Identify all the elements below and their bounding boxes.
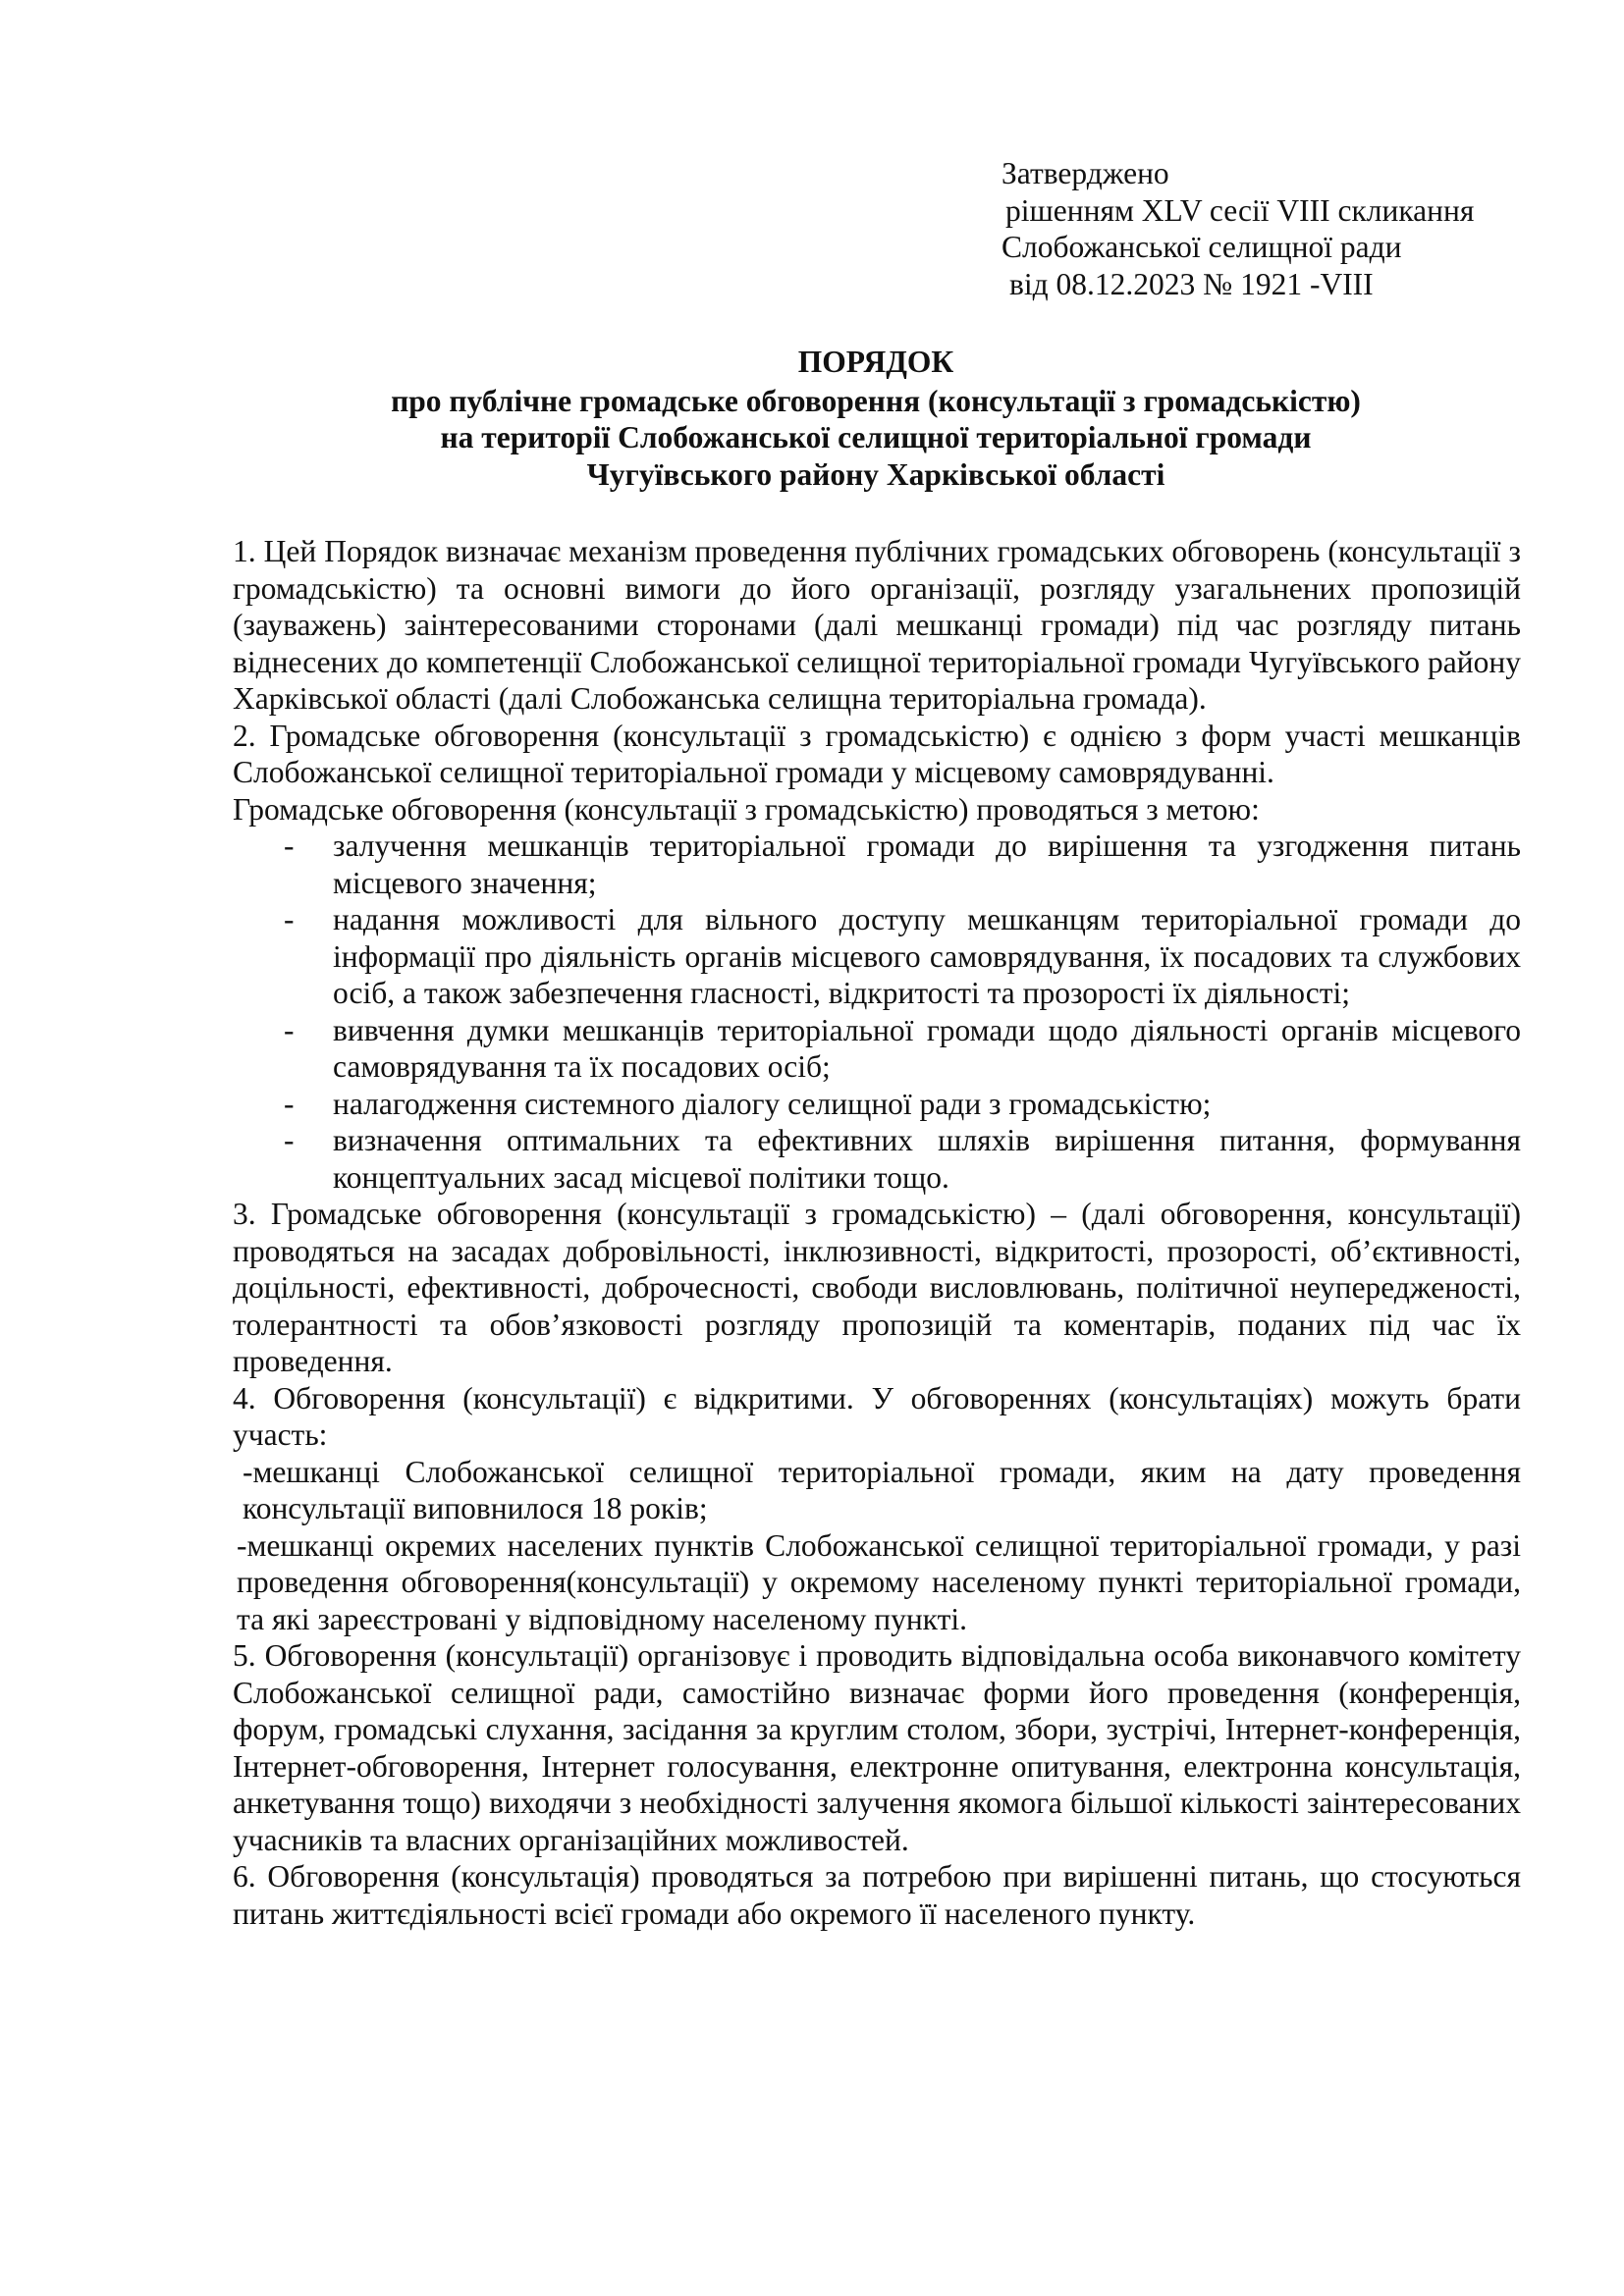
list-item-text: залучення мешканців територіальної громади до вирішення та узгодження питань місцевого значення; bbox=[333, 828, 1521, 900]
paragraph-1: 1. Цей Порядок визначає механізм проведення публічних громадських обговорень (консультації з громадськістю) та основні вимоги до його організації, розгляду узагальнених пропозицій (зауважень) заінтересованими сторонами (далі мешканці громади) під час розгляду питань віднесених до компетенції Слобожанської селищної територіальної громади Чугуївського району Харківської області (далі Слобожанська селищна територіальна громада). bbox=[233, 534, 1521, 716]
paragraph-4-participants-adults: -мешканці Слобожанської селищної територіальної громади, яким на дату проведення консультації виповнилося 18 років; bbox=[243, 1454, 1521, 1525]
list-item-text: налагодження системного діалогу селищної ради з громадськістю; bbox=[333, 1086, 1212, 1121]
paragraph-2: 2. Громадське обговорення (консультації з громадськістю) є однією з форм участі мешканців Слобожанської селищної територіальної громади у місцевому самоврядуванні. bbox=[233, 718, 1521, 789]
approval-line-decision: рішенням XLV сесії VIII скликання bbox=[1005, 192, 1475, 228]
list-item bbox=[233, 1012, 1521, 1086]
list-item bbox=[233, 1086, 1521, 1123]
paragraph-5: 5. Обговорення (консультації) організовує і проводить відповідальна особа виконавчого комітету Слобожанської селищної ради, самостійно визначає форми його проведення (конференція, форум, громадські слухання, засідання за круглим столом, збори, зустрічі, Інтернет-конференція, Інтернет-обговорення, Інтернет голосування, електронне опитування, електронна консультація, анкетування тощо) виходячи з необхідності залучення якомога більшої кількості заінтересованих учасників та власних організаційних можливостей. bbox=[233, 1638, 1521, 1857]
approval-line-approved: Затверджено bbox=[1001, 156, 1169, 190]
list-item-text: визначення оптимальних та ефективних шляхів вирішення питання, формування концептуальних засад місцевої політики тощо. bbox=[333, 1123, 1521, 1195]
dash-marker: - bbox=[284, 1123, 295, 1157]
approval-block bbox=[1001, 155, 1591, 302]
dash-marker: - bbox=[284, 1012, 295, 1047]
dash-marker: - bbox=[284, 902, 295, 936]
list-item bbox=[233, 828, 1521, 901]
paragraph-6: 6. Обговорення (консультація) проводяться за потребою при вирішенні питань, що стосуються питань життєдіяльності всієї громади або окремого її населеного пункту. bbox=[233, 1859, 1521, 1931]
title-subject: про публічне громадське обговорення (консультації з громадськістю) bbox=[391, 383, 1361, 418]
approval-line-council: Слобожанської селищної ради bbox=[1001, 230, 1402, 264]
list-item bbox=[233, 1122, 1521, 1196]
list-item-text: надання можливості для вільного доступу мешканцям територіальної громади до інформації про діяльність органів місцевого самоврядування, їх посадових та службових осіб, а також забезпечення гласності, відкритості та прозорості їх діяльності; bbox=[333, 902, 1521, 1010]
approval-line-date: від 08.12.2023 № 1921 -VIII bbox=[1009, 266, 1374, 301]
paragraph-4: 4. Обговорення (консультації) є відкритими. У обговореннях (консультаціях) можуть брати участь: bbox=[233, 1380, 1521, 1452]
purpose-list bbox=[233, 828, 1521, 1196]
dash-marker: - bbox=[284, 828, 295, 863]
title-region: Чугуївського району Харківської області bbox=[586, 456, 1165, 492]
title-territory: на території Слобожанської селищної територіальної громади bbox=[440, 420, 1312, 454]
paragraph-4-participants-settlements: -мешканці окремих населених пунктів Слобожанської селищної територіальної громади, у разі проведення обговорення(консультації) у окремому населеному пункті територіальної громади, та які зареєстровані у відповідному населеному пункті. bbox=[237, 1527, 1521, 1636]
document-body bbox=[233, 533, 1521, 1932]
dash-marker: - bbox=[284, 1086, 295, 1121]
list-item bbox=[233, 901, 1521, 1012]
list-item-text: вивчення думки мешканців територіальної громади щодо діяльності органів місцевого самоврядування та їх посадових осіб; bbox=[333, 1012, 1521, 1084]
paragraph-2-purpose: Громадське обговорення (консультації з громадськістю) проводяться з метою: bbox=[233, 791, 1260, 827]
paragraph-3: 3. Громадське обговорення (консультації з громадськістю) – (далі обговорення, консультації) проводяться на засадах добровільності, інклюзивності, відкритості, прозорості, об’єктивності, доцільності, ефективності, доброчесності, свободи висловлювань, політичної неупередженості, толерантності та обов’язковості розгляду пропозицій та коментарів, поданих під час їх проведення. bbox=[233, 1197, 1521, 1378]
document-title bbox=[232, 344, 1520, 493]
title-heading: ПОРЯДОК bbox=[797, 345, 954, 379]
